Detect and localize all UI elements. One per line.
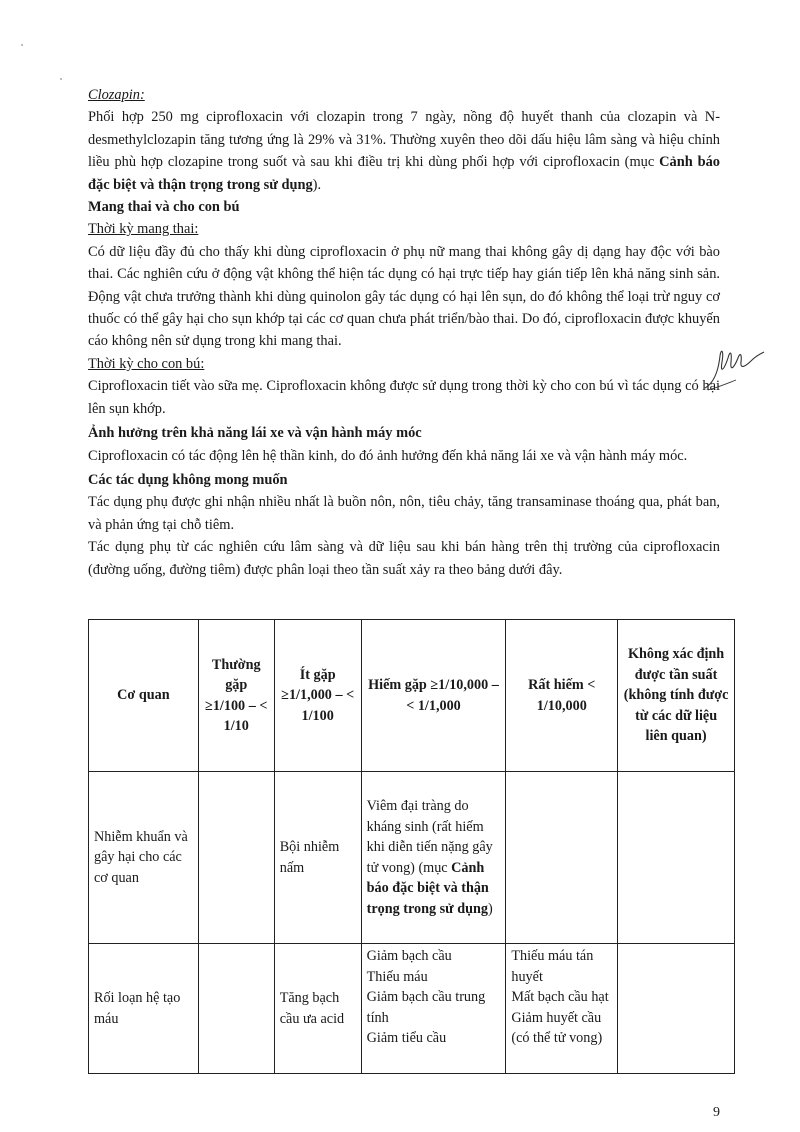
lactation-subheading — [88, 353, 720, 375]
adverse-effects-table — [88, 619, 735, 1074]
header-uncommon: Ít gặp ≥1/1,000 – < 1/100 — [274, 620, 361, 772]
pregnancy-subheading — [88, 218, 720, 240]
colitis-warning-ref: Cảnh báo đặc biệt và thận trọng trong sử dụng — [366, 859, 489, 917]
header-rare: Hiếm gặp ≥1/10,000 – < 1/1,000 — [361, 620, 506, 772]
very-rare-item: Giảm huyết cầu (có thể tử vong) — [511, 1009, 603, 1046]
clozapin-warning-ref: Cảnh báo đặc biệt và thận trọng trong sử dụng — [88, 154, 720, 193]
rare-item: Thiếu máu — [366, 968, 428, 985]
driving-heading: Ảnh hưởng trên khả năng lái xe và vận hành máy móc — [88, 425, 422, 442]
cell-organ-infections: Nhiễm khuẩn và gây hại cho các cơ quan — [89, 772, 199, 944]
header-common: Thường gặp ≥1/100 – < 1/10 — [198, 620, 274, 772]
cell-unknown-blood — [618, 944, 735, 1074]
document-body — [88, 84, 720, 581]
pregnancy-subheading-text: Thời kỳ mang thai: — [88, 221, 199, 238]
table-row — [89, 944, 735, 1074]
rare-item: Giảm tiểu cầu — [366, 1030, 447, 1046]
cell-uncommon-infections: Bội nhiễm nấm — [274, 772, 361, 944]
very-rare-item: Mất bạch cầu hạt — [511, 989, 609, 1005]
pregnancy-paragraph: Có dữ liệu đầy đủ cho thấy khi dùng ciprofloxacin ở phụ nữ mang thai không gây dị dạng hay độc với bào thai. Các nghiên cứu ở động vật không thể hiện tác dụng có hại trực tiếp hay gián tiếp lên khả năng sinh sản. Động vật chưa trưởng thành khi dùng quinolon gây tác dụng có hại lên sụn, do đó không thể loại trừ nguy cơ thuốc có thể gây hại cho sụn khớp tại các cơ quan chưa phát triển/bào thai. Do đó, ciprofloxacin được khuyến cáo không nên sử dụng trong khi mang thai. — [88, 243, 720, 350]
cell-uncommon-blood: Tăng bạch cầu ưa acid — [274, 944, 361, 1074]
scan-speck — [60, 78, 62, 80]
adverse-heading: Các tác dụng không mong muốn — [88, 471, 288, 488]
driving-paragraph: Ciprofloxacin có tác động lên hệ thần kinh, do đó ảnh hưởng đến khả năng lái xe và vận hành máy móc. — [88, 447, 688, 464]
lactation-paragraph: Ciprofloxacin tiết vào sữa mẹ. Ciprofloxacin không được sử dụng trong thời kỳ cho con bú vì tác dụng có hại lên sụn khớp. — [88, 378, 720, 417]
header-unknown: Không xác định được tần suất (không tính được từ các dữ liệu liên quan) — [618, 620, 735, 772]
colitis-text-end: ) — [488, 900, 493, 917]
header-very-rare: Rất hiếm < 1/10,000 — [506, 620, 618, 772]
clozapin-text: Phối hợp 250 mg ciprofloxacin với clozapin trong 7 ngày, nồng độ huyết thanh của clozapin và N-desmethylclozapin tăng tương ứng là 29% và 31%. Thường xuyên theo dõi dấu hiệu lâm sàng và hiệu chỉnh liều phù hợp clozapine trong suốt và sau khi điều trị khi dùng phối hợp với ciprofloxacin (mục — [88, 109, 720, 171]
adverse-paragraph-2: Tác dụng phụ từ các nghiên cứu lâm sàng và dữ liệu sau khi bán hàng trên thị trường của ciprofloxacin (đường uống, đường tiêm) được phân loại theo tần suất xảy ra theo bảng dưới đây. — [88, 539, 720, 578]
signature-mark — [702, 344, 766, 392]
table-row — [89, 772, 735, 944]
cell-rare-infections — [361, 772, 506, 944]
cell-unknown-infections — [618, 772, 735, 944]
cell-common-infections — [198, 772, 274, 944]
table-header-row — [89, 620, 735, 772]
cell-common-blood — [198, 944, 274, 1074]
page-number: 9 — [713, 1105, 720, 1120]
lactation-subheading-text: Thời kỳ cho con bú: — [88, 355, 205, 372]
cell-organ-blood: Rối loạn hệ tạo máu — [89, 944, 199, 1074]
scan-speck — [21, 44, 23, 46]
cell-very-rare-infections — [506, 772, 618, 944]
very-rare-item: Thiếu máu tán huyết — [511, 948, 594, 985]
header-organ: Cơ quan — [89, 620, 199, 772]
clozapin-text-end: ). — [312, 176, 322, 193]
pregnancy-heading: Mang thai và cho con bú — [88, 199, 240, 216]
cell-very-rare-blood — [506, 944, 618, 1074]
clozapin-heading-text: Clozapin: — [88, 87, 145, 103]
adverse-paragraph-1: Tác dụng phụ được ghi nhận nhiều nhất là buồn nôn, nôn, tiêu chảy, tăng transaminase thoáng qua, phát ban, và phản ứng tại chỗ tiêm. — [88, 494, 720, 533]
clozapin-heading — [88, 84, 720, 106]
colitis-text: Viêm đại tràng do kháng sinh (rất hiếm khi diễn tiến nặng gây tử vong) (mục — [366, 798, 493, 876]
cell-rare-blood — [361, 944, 506, 1074]
clozapin-paragraph — [88, 106, 720, 196]
rare-item: Giảm bạch cầu — [366, 948, 452, 964]
rare-item: Giảm bạch cầu trung tính — [366, 989, 486, 1026]
